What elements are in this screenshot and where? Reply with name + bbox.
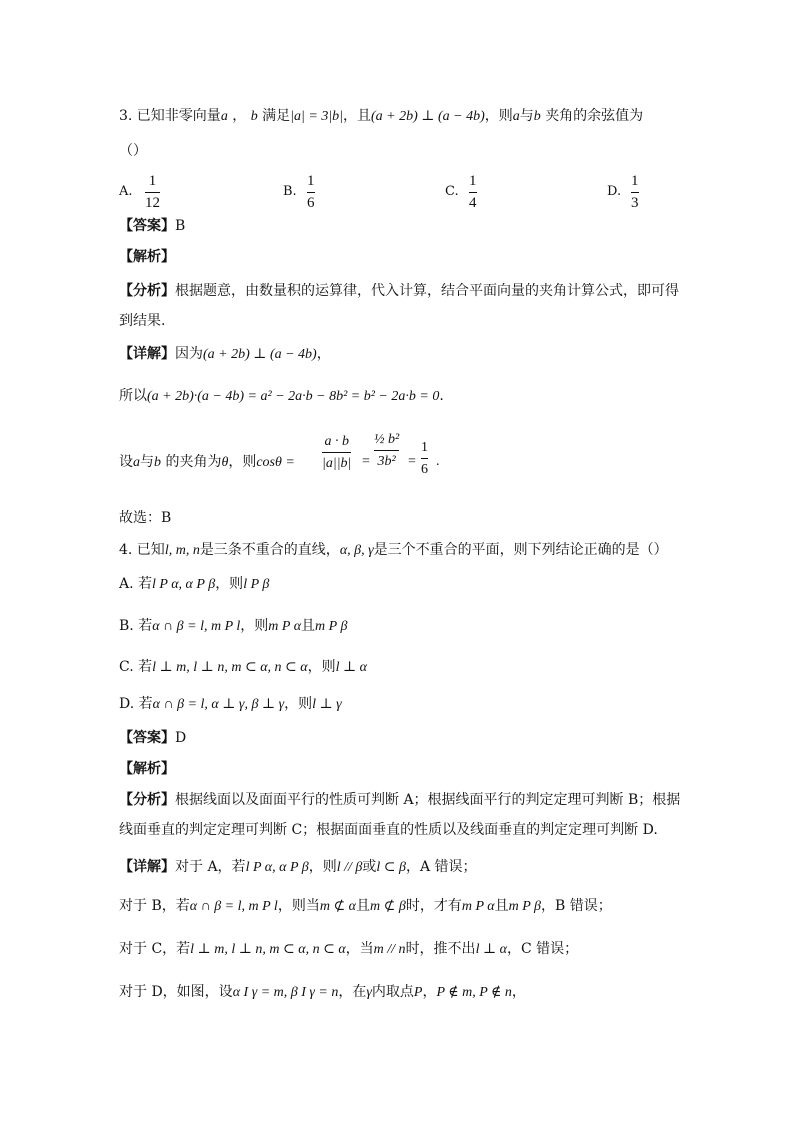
fraction-numerator: a · b xyxy=(324,434,349,449)
option-text: ，则 xyxy=(307,659,336,675)
q4-stem-text: 是三个不重合的平面，则下列结论正确的是（） xyxy=(373,542,668,558)
q4-option-d xyxy=(119,694,342,715)
option-text: A. 若 xyxy=(119,576,153,592)
option-text: ，则 xyxy=(284,696,313,712)
solution-math: m P β xyxy=(508,899,542,914)
solution-text: 或 xyxy=(362,859,377,875)
option-math: m P β xyxy=(315,619,348,634)
q3-xiangjie-3 xyxy=(119,452,295,473)
option-letter: A. xyxy=(119,184,133,199)
solution-math: l ⊥ m, l ⊥ n, m ⊂ α, n ⊂ α xyxy=(190,942,346,957)
answer-label: 【答案】 xyxy=(119,218,175,234)
solution-text: 对于 A，若 xyxy=(175,859,246,875)
cos-fraction-1 xyxy=(322,432,351,473)
option-fraction xyxy=(631,172,639,213)
q3-fenxi xyxy=(119,281,679,301)
vector-b: b xyxy=(250,109,258,124)
solution-math: γ xyxy=(366,985,372,1000)
option-fraction xyxy=(469,172,477,213)
q4-option-b xyxy=(119,616,347,637)
answer-value: B xyxy=(175,218,186,234)
xiangjie-label: 【详解】 xyxy=(119,859,175,875)
q3-blank-paren: （） xyxy=(119,143,147,159)
solution-text: 对于 D，如图，设 xyxy=(119,984,233,1000)
fenxi-text: 根据线面以及面面平行的性质可判断 A；根据线面平行的判定定理可判断 B；根据 xyxy=(175,792,681,808)
solution-text: ， xyxy=(422,984,437,1000)
analysis-label: 【解析】 xyxy=(119,761,175,777)
fraction-numerator: 1 xyxy=(469,173,477,189)
fraction-numerator: 1 xyxy=(148,173,157,189)
option-math: α ∩ β = l, α ⊥ γ, β ⊥ γ xyxy=(152,697,285,712)
solution-text: 时，推不出 xyxy=(405,941,476,957)
solution-math: m ⊄ β xyxy=(370,899,406,914)
q3-stem-text: ，且 xyxy=(343,108,372,124)
q4-analysis-heading xyxy=(119,759,175,779)
fenxi-text: 根据题意，由数量积的运算律，代入计算，结合平面向量的夹角计算公式，即可得 xyxy=(175,283,679,299)
fraction-denominator: |a||b| xyxy=(322,456,352,471)
q4-stem xyxy=(119,540,668,561)
q3-option-a xyxy=(119,172,179,214)
solution-math: P ∉ m, P ∉ n xyxy=(436,985,512,1000)
q3-paren xyxy=(119,141,147,161)
plane-vars: α, β, γ xyxy=(339,543,374,558)
solution-text: 的夹角为 xyxy=(165,454,222,470)
fraction-denominator: 6 xyxy=(421,462,428,477)
fraction-numerator: 1 xyxy=(307,173,315,189)
solution-text: ，当 xyxy=(345,941,374,957)
q4-stem-text: 4. 已知 xyxy=(119,542,165,558)
q4-stem-text: 是三条不重合的直线， xyxy=(199,542,340,558)
fraction-denominator: 12 xyxy=(145,195,160,211)
vector-a: a xyxy=(512,109,520,124)
option-text: ，则 xyxy=(215,576,244,592)
option-text: C. 若 xyxy=(119,659,153,675)
theta-symbol: θ xyxy=(221,455,229,470)
q3-stem-text: 满足 xyxy=(262,108,291,124)
line-vars: l, m, n xyxy=(164,543,200,558)
solution-text: 因为 xyxy=(175,346,203,362)
fenxi-text: 线面垂直的判定定理可判断 C；根据面面垂直的性质以及线面垂直的判定定理可判断 D. xyxy=(119,822,658,838)
fraction-numerator: 1 xyxy=(631,173,639,189)
option-math: m P α xyxy=(268,619,302,634)
option-math: l P β xyxy=(243,577,270,592)
q3-stem-text: 3. 已知非零向量 xyxy=(119,108,221,124)
q4-option-a xyxy=(119,574,269,595)
solution-text: 设 xyxy=(119,454,133,470)
option-math: l ⊥ γ xyxy=(312,697,342,712)
solution-math: m // n xyxy=(373,942,406,957)
q3-fenxi-cont xyxy=(119,311,165,331)
q3-norm-condition: |a| = 3|b| xyxy=(290,109,344,124)
solution-text: 与 xyxy=(140,454,154,470)
fenxi-label: 【分析】 xyxy=(119,283,175,299)
solution-text: 对于 C，若 xyxy=(119,941,191,957)
q4-answer xyxy=(119,728,186,748)
solution-math: m P α xyxy=(461,899,495,914)
solution-math: α I γ = m, β I γ = n xyxy=(232,985,339,1000)
option-fraction xyxy=(145,172,160,213)
solution-math: (a + 2b) ⊥ (a − 4b) xyxy=(203,347,317,362)
fenxi-text: 到结果. xyxy=(119,313,166,329)
option-letter: D. xyxy=(607,184,622,199)
q4-xiangjie-a xyxy=(119,857,477,878)
solution-math: l ⊥ α xyxy=(475,942,507,957)
cos-theta: cosθ = xyxy=(256,455,295,470)
option-text: B. 若 xyxy=(119,618,153,634)
solution-text: ， xyxy=(511,984,526,1000)
q4-fenxi-cont xyxy=(119,820,658,840)
option-math: l ⊥ m, l ⊥ n, m ⊂ α, n ⊂ α xyxy=(152,660,308,675)
fraction-denominator: 4 xyxy=(469,195,477,211)
solution-text: ，则当 xyxy=(277,898,320,914)
q4-xiangjie-d xyxy=(119,982,526,1003)
solution-text: 所以 xyxy=(119,388,147,404)
q4-fenxi xyxy=(119,790,680,810)
fraction-denominator: 3 xyxy=(631,195,639,211)
solution-text: ，B 错误； xyxy=(541,898,612,914)
solution-text: ， xyxy=(316,346,331,362)
option-math: α ∩ β = l, m P l xyxy=(152,619,241,634)
option-letter: C. xyxy=(445,184,459,199)
q4-xiangjie-c xyxy=(119,939,578,960)
q3-perp-condition: (a + 2b) ⊥ (a − 4b) xyxy=(371,109,485,124)
solution-math: (a + 2b)·(a − 4b) = a² − 2a·b − 8b² = b² − 2a·b = 0 xyxy=(147,389,440,404)
option-math: l P α, α P β xyxy=(152,577,216,592)
q3-option-b xyxy=(283,172,343,214)
fraction-denominator: 3b² xyxy=(377,454,396,469)
solution-text: 且 xyxy=(494,898,509,914)
analysis-label: 【解析】 xyxy=(119,249,175,265)
q3-option-d xyxy=(607,172,667,214)
solution-text: ，A 错误； xyxy=(405,859,477,875)
option-math: l ⊥ α xyxy=(335,660,368,675)
option-text: D. 若 xyxy=(119,696,153,712)
solution-math: m ⊄ α xyxy=(319,899,357,914)
solution-text: 时，才有 xyxy=(405,898,462,914)
fraction-denominator: 6 xyxy=(307,195,315,211)
option-text: 且 xyxy=(301,618,316,634)
q3-answer xyxy=(119,216,185,236)
equals-sign: = xyxy=(408,454,416,469)
answer-value: D xyxy=(175,730,187,746)
solution-text: ，则 xyxy=(228,454,257,470)
q3-choose xyxy=(119,508,171,528)
vector-b: b xyxy=(154,455,161,470)
equals-sign: = xyxy=(362,454,370,469)
solution-math: l P α, α P β xyxy=(245,860,309,875)
solution-text: ，在 xyxy=(338,984,367,1000)
fenxi-label: 【分析】 xyxy=(119,792,175,808)
option-fraction xyxy=(307,172,315,213)
vector-a: a xyxy=(133,455,140,470)
solution-text: 对于 B，若 xyxy=(119,898,190,914)
answer-label: 【答案】 xyxy=(119,730,175,746)
cos-fraction-3 xyxy=(421,438,428,479)
solution-math: l ⊂ β xyxy=(376,860,406,875)
fraction-numerator: ½ b² xyxy=(374,432,400,447)
q3-option-c xyxy=(445,172,505,214)
fraction-numerator: 1 xyxy=(421,440,428,455)
q3-xiangjie-1 xyxy=(119,344,331,365)
vector-b: b xyxy=(533,109,541,124)
solution-text: . xyxy=(439,388,444,404)
vector-a: a xyxy=(220,109,228,124)
solution-math: α ∩ β = l, m P l xyxy=(189,899,278,914)
q4-xiangjie-b xyxy=(119,896,612,917)
xiangjie-label: 【详解】 xyxy=(119,346,175,362)
q3-stem-text: 与 xyxy=(519,108,534,124)
q3-stem: 3. 已知非零向量a ， b 满足|a| = 3|b|，且(a + 2b) ⊥ (a − 4b)，则a与b 夹角的余弦值为 xyxy=(119,108,644,124)
solution-text: 且 xyxy=(356,898,371,914)
q3-xiangjie-2 xyxy=(119,386,444,407)
q3-stem-text: ，则 xyxy=(484,108,513,124)
solution-text: ，C 错误； xyxy=(506,941,579,957)
option-text: ，则 xyxy=(240,618,269,634)
solution-text: ，则 xyxy=(308,859,337,875)
q3-analysis-heading xyxy=(119,247,175,267)
choose-text: 故选：B xyxy=(119,510,172,526)
solution-math: P xyxy=(413,985,423,1000)
cos-fraction-2 xyxy=(374,430,399,471)
option-letter: B. xyxy=(283,184,297,199)
solution-text: 内取点 xyxy=(371,984,414,1000)
solution-math: l // β xyxy=(336,860,363,875)
q4-option-c xyxy=(119,657,367,678)
q3-stem-text: 夹角的余弦值为 xyxy=(545,108,644,124)
period: . xyxy=(436,454,440,469)
